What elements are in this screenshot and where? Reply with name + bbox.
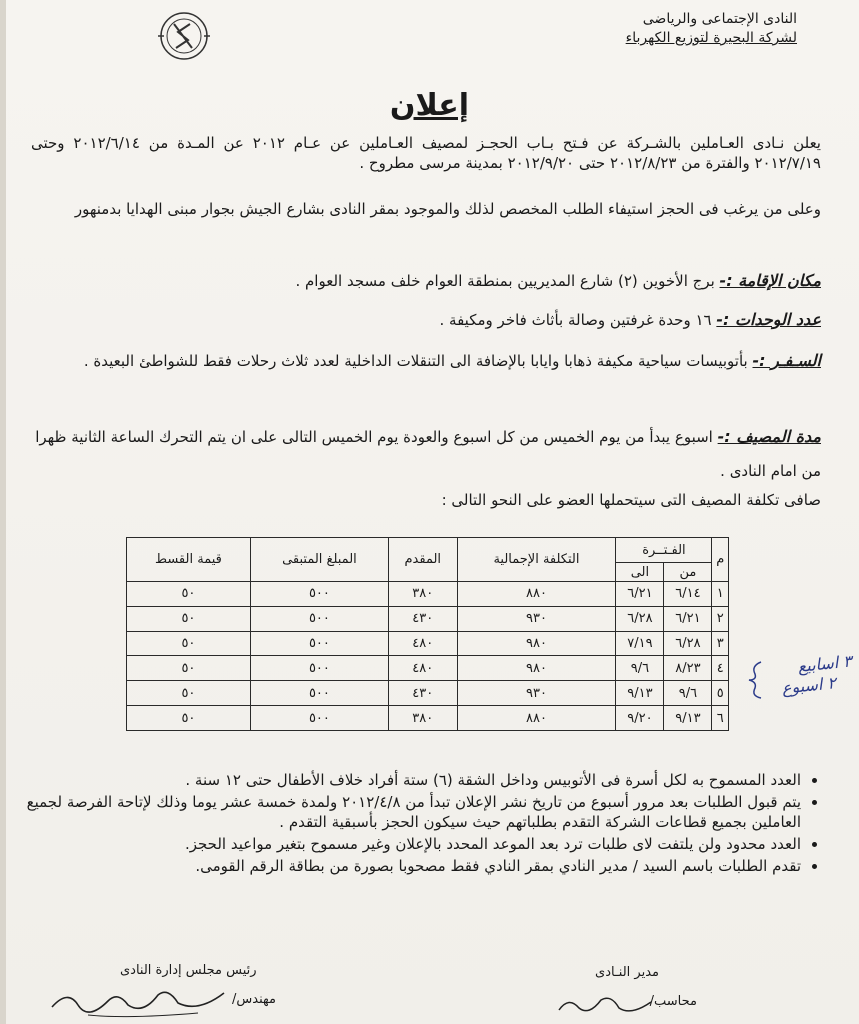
cell-from: ٦/٢٨ xyxy=(664,631,712,656)
page-edge xyxy=(0,0,6,1024)
residence-row xyxy=(21,271,821,291)
cell-installment: ٥٠ xyxy=(127,582,251,607)
condition-item: • تقدم الطلبات باسم السيد / مدير النادي بمقر النادي فقط مصحوبا بصورة من بطاقة الرقم القومى. xyxy=(11,856,801,876)
duration-row xyxy=(21,420,821,488)
cell-installment: ٥٠ xyxy=(127,706,251,731)
col-total-cost: التكلفة الإجمالية xyxy=(457,538,616,582)
cell-from: ٦/٢١ xyxy=(664,606,712,631)
cell-to: ٩/١٣ xyxy=(616,681,664,706)
travel-text: بأتوبيسات سياحية مكيفة ذهابا وايابا بالإضافة الى التنقلات الداخلية لعدد ثلاث رحلات فقط للشواطئ البعيدة . xyxy=(83,352,748,370)
cell-advance: ٤٣٠ xyxy=(389,606,458,631)
condition-item: • العدد محدود ولن يلتفت لاى طلبات ترد بعد الموعد المحدد بالإعلان وغير مسموح بتغير مواعيد الحجز. xyxy=(11,834,801,854)
cell-remaining: ٥٠٠ xyxy=(250,706,388,731)
col-remaining: المبلغ المتبقى xyxy=(250,538,388,582)
col-from: من xyxy=(664,563,712,582)
club-manager-name-label: محاسب/ xyxy=(649,994,697,1009)
cell-total: ٨٨٠ xyxy=(457,582,616,607)
announcement-paragraph: يعلن نـادى العـاملين بالشـركة عن فـتح بـاب الحجـز لمصيف العـاملين عن عـام ٢٠١٢ عن المـدة من ٢٠١٢/٦/١٤ وحتى ٢٠١٢/٧/١٩ والفترة من ٢٠١٢/٨/٢٣ حتى ٢٠١٢/٩/٢٠ بمدينة مرسى مطروح . xyxy=(31,134,821,172)
cell-to: ٦/٢١ xyxy=(616,582,664,607)
club-name: النادى الإجتماعى والرياضى xyxy=(642,11,797,27)
cell-total: ٩٨٠ xyxy=(457,631,616,656)
residence-text: برج الأخوين (٢) شارع المديريين بمنطقة العوام خلف مسجد العوام . xyxy=(295,272,715,290)
cell-installment: ٥٠ xyxy=(127,656,251,681)
residence-label: مكان الإقامة :- xyxy=(719,271,821,290)
cell-advance: ٤٣٠ xyxy=(389,681,458,706)
cell-total: ٩٨٠ xyxy=(457,656,616,681)
cell-advance: ٣٨٠ xyxy=(389,582,458,607)
chairman-name-label: مهندس/ xyxy=(232,992,276,1007)
table-row xyxy=(127,582,729,607)
duration-label: مدة المصيف :- xyxy=(717,427,821,446)
col-advance: المقدم xyxy=(389,538,458,582)
cell-total: ٩٣٠ xyxy=(457,681,616,706)
club-manager-signature-icon xyxy=(555,990,655,1022)
cell-installment: ٥٠ xyxy=(127,606,251,631)
cell-num: ٥ xyxy=(712,681,729,706)
club-manager-title: مدير النـادى xyxy=(595,965,659,980)
col-period: الفـتــرة xyxy=(616,538,712,563)
chairman-title: رئيس مجلس إدارة النادى xyxy=(120,963,257,978)
table-row xyxy=(127,631,729,656)
cell-to: ٩/٢٠ xyxy=(616,706,664,731)
duration-text: اسبوع يبدأ من يوم الخميس من كل اسبوع والعودة يوم الخميس التالى على ان يتم التحرك الساعة الثانية ظهرا من امام النادى . xyxy=(35,428,821,480)
cell-total: ٩٣٠ xyxy=(457,606,616,631)
cell-num: ٢ xyxy=(712,606,729,631)
cell-to: ٧/١٩ xyxy=(616,631,664,656)
cell-installment: ٥٠ xyxy=(127,681,251,706)
cost-table xyxy=(126,537,729,731)
margin-note-line: ٣ اسابيع xyxy=(796,651,853,676)
cell-installment: ٥٠ xyxy=(127,631,251,656)
col-installment: قيمة القسط xyxy=(127,538,251,582)
cell-to: ٦/٢٨ xyxy=(616,606,664,631)
cell-num: ١ xyxy=(712,582,729,607)
cell-remaining: ٥٠٠ xyxy=(250,681,388,706)
cell-advance: ٤٨٠ xyxy=(389,656,458,681)
application-paragraph: وعلى من يرغب فى الحجز استيفاء الطلب المخصص لذلك والموجود بمقر النادى بشارع الجيش بجوار مبنى الهدايا بدمنهور xyxy=(74,200,821,218)
page-title: إعلان xyxy=(389,88,470,123)
cell-remaining: ٥٠٠ xyxy=(250,631,388,656)
cell-to: ٩/٦ xyxy=(616,656,664,681)
company-name: لشركة البحيرة لتوزيع الكهرباء xyxy=(625,30,797,46)
cell-from: ٩/١٣ xyxy=(664,706,712,731)
cell-from: ٨/٢٣ xyxy=(664,656,712,681)
travel-row xyxy=(21,344,821,378)
units-label: عدد الوحدات :- xyxy=(716,310,821,329)
cell-from: ٩/٦ xyxy=(664,681,712,706)
margin-note-line: ٢ اسبوع xyxy=(780,673,837,698)
condition-item: • يتم قبول الطلبات بعد مرور أسبوع من تاريخ نشر الإعلان تبدأ من ٢٠١٢/٤/٨ ولمدة خمسة عشر يوما وذلك لإتاحة الفرصة لجميع العاملين بجميع قطاعات الشركة التقدم بطلباتهم حيث سيكون الحجز بأسبقية التقدم . xyxy=(11,792,801,832)
col-to: الى xyxy=(616,563,664,582)
cell-num: ٦ xyxy=(712,706,729,731)
cell-num: ٤ xyxy=(712,656,729,681)
units-row xyxy=(21,310,821,330)
handwritten-margin-note xyxy=(761,651,855,700)
club-logo-icon xyxy=(154,10,214,62)
cell-advance: ٤٨٠ xyxy=(389,631,458,656)
units-text: ١٦ وحدة غرفتين وصالة بأثاث فاخر ومكيفة . xyxy=(439,311,712,329)
table-row xyxy=(127,656,729,681)
table-row xyxy=(127,606,729,631)
cost-intro: صافى تكلفة المصيف التى سيتحملها العضو على النحو التالى : xyxy=(441,491,821,509)
chairman-signature-icon xyxy=(48,985,228,1021)
cell-from: ٦/١٤ xyxy=(664,582,712,607)
cell-remaining: ٥٠٠ xyxy=(250,606,388,631)
cell-total: ٨٨٠ xyxy=(457,706,616,731)
conditions-list xyxy=(11,770,821,878)
table-row xyxy=(127,706,729,731)
cell-remaining: ٥٠٠ xyxy=(250,656,388,681)
col-num: م xyxy=(712,538,729,582)
cell-num: ٣ xyxy=(712,631,729,656)
brace-mark-icon xyxy=(745,660,765,700)
condition-item: • العدد المسموح به لكل أسرة فى الأتوبيس وداخل الشقة (٦) ستة أفراد خلاف الأطفال حتى ١٢ سنة . xyxy=(11,770,801,790)
cell-remaining: ٥٠٠ xyxy=(250,582,388,607)
cell-advance: ٣٨٠ xyxy=(389,706,458,731)
table-row xyxy=(127,681,729,706)
travel-label: السـفـر :- xyxy=(752,351,821,370)
letterhead xyxy=(626,10,797,48)
